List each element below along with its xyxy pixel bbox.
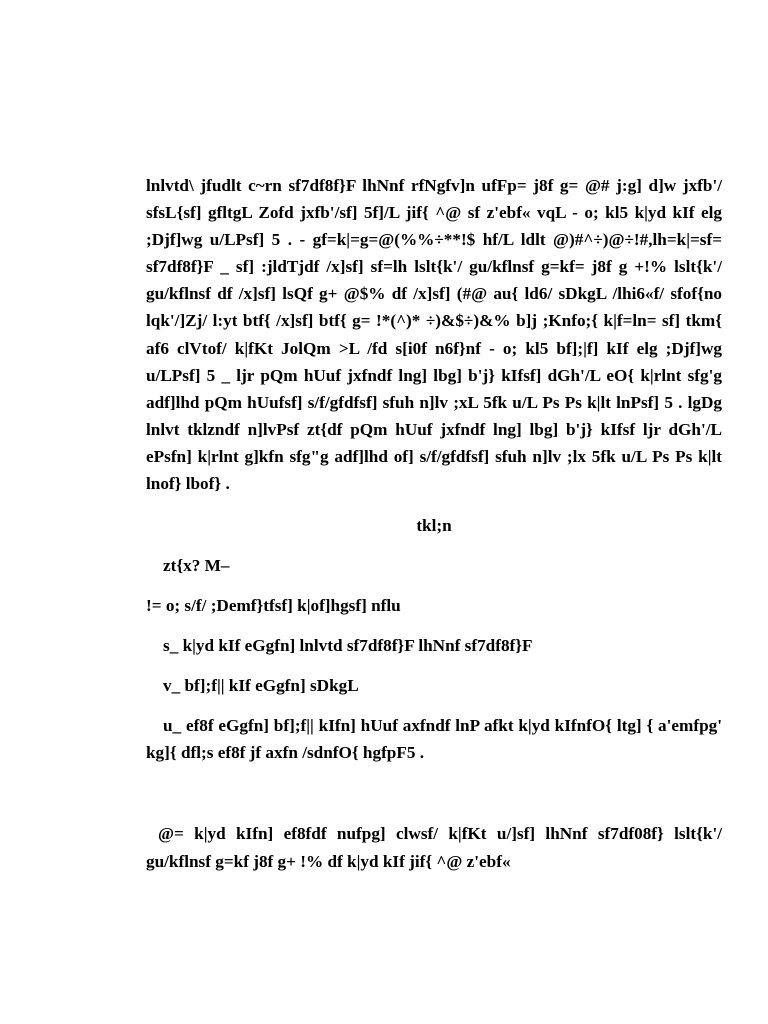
clause-2-paragraph: @= k|yd kIfn] ef8fdf nufpg] clwsf/ k|fKt u/]sf] lhNnf sf7df08f} lslt{k'/ gu/kflnsf g=kf j8f g+ !% df k|yd kIf jif{ ^@ z'ebf« [146, 824, 722, 871]
condition-item-c: u_ ef8f eGgfn] bf];f|| kIfn] hUuf axfndf lnP afkt k|yd kIfnfO{ ltg] { a'emfpg' kg]{ dfl;s ef8f jf axfn /sdnfO{ hgfpF5 . [146, 716, 722, 763]
conditions-title: zt{x? M– [163, 556, 230, 576]
schedule-heading: tkl;n [416, 516, 452, 536]
condition-item-a: s_ k|yd kIf eGgfn] lnlvtd sf7df8f}F lhNnf sf7df8f}F [163, 636, 533, 656]
condition-item-1: != o; s/f/ ;Demf}tfsf] k|of]hgsf] nflu [146, 596, 401, 616]
intro-paragraph: lnlvtd\ jfudlt c~rn sf7df8f}F lhNnf rfNgfv]n ufFp= j8f g= @# j:g] d]w jxfb'/ sfsL{sf] gfltgL Zofd jxfb'/sf] 5f]/L jif{ ^@ sf z'ebf« vqL - o; kl5 k|yd kIf elg ;Djf]wg u/LPsf] 5 . - gf=k|=g=@(%%÷**!$ hf/L ldlt @)#^÷)@÷!#,lh=k|=sf= sf7df8f}F _ sf] :jldTjdf /x]sf] sf=lh lslt{k'/ gu/kflnsf g=kf= j8f g +!% lslt{k'/ gu/kflnsf df /x]sf] lsQf g+ @$% df /x]sf] (#@ au{ ld6/ sDkgL /lhi6«f/ sfof{no lqk'/]Zj/ l:yt btf{ /x]sf] btf{ g= !*(^)* ÷)&$÷)&% b]j ;Knfo;{ k|f=ln= sf] tkm{ af6 clVtof/ k|fKt JolQm >L /fd s[i0f n6f}nf - o; kl5 bf];|f] kIf elg ;Djf]wg u/LPsf] 5 _ ljr pQm hUuf jxfndf lng] lbg] b'j} kIfsf] dGh'/L eO{ k|rlnt sfg'g adf]lhd pQm hUufsf] s/f/gfdfsf] sfuh n]lv ;xL 5fk u/L Ps Ps k|lt lnPsf] 5 . lgDg lnlvt tklzndf n]lvPsf zt{df pQm hUuf jxfndf lng] lbg] b'j} kIfsf ljr dGh'/L ePsfn] k|rlnt g]kfn sfg"g adf]lhd of] s/f/gfdfsf] sfuh n]lv ;lx 5fk u/L Ps Ps k|lt lnof} lbof} . [146, 176, 722, 494]
condition-item-b: v_ bf];f|| kIf eGgfn] sDkgL [163, 676, 359, 696]
document-page [146, 172, 722, 875]
